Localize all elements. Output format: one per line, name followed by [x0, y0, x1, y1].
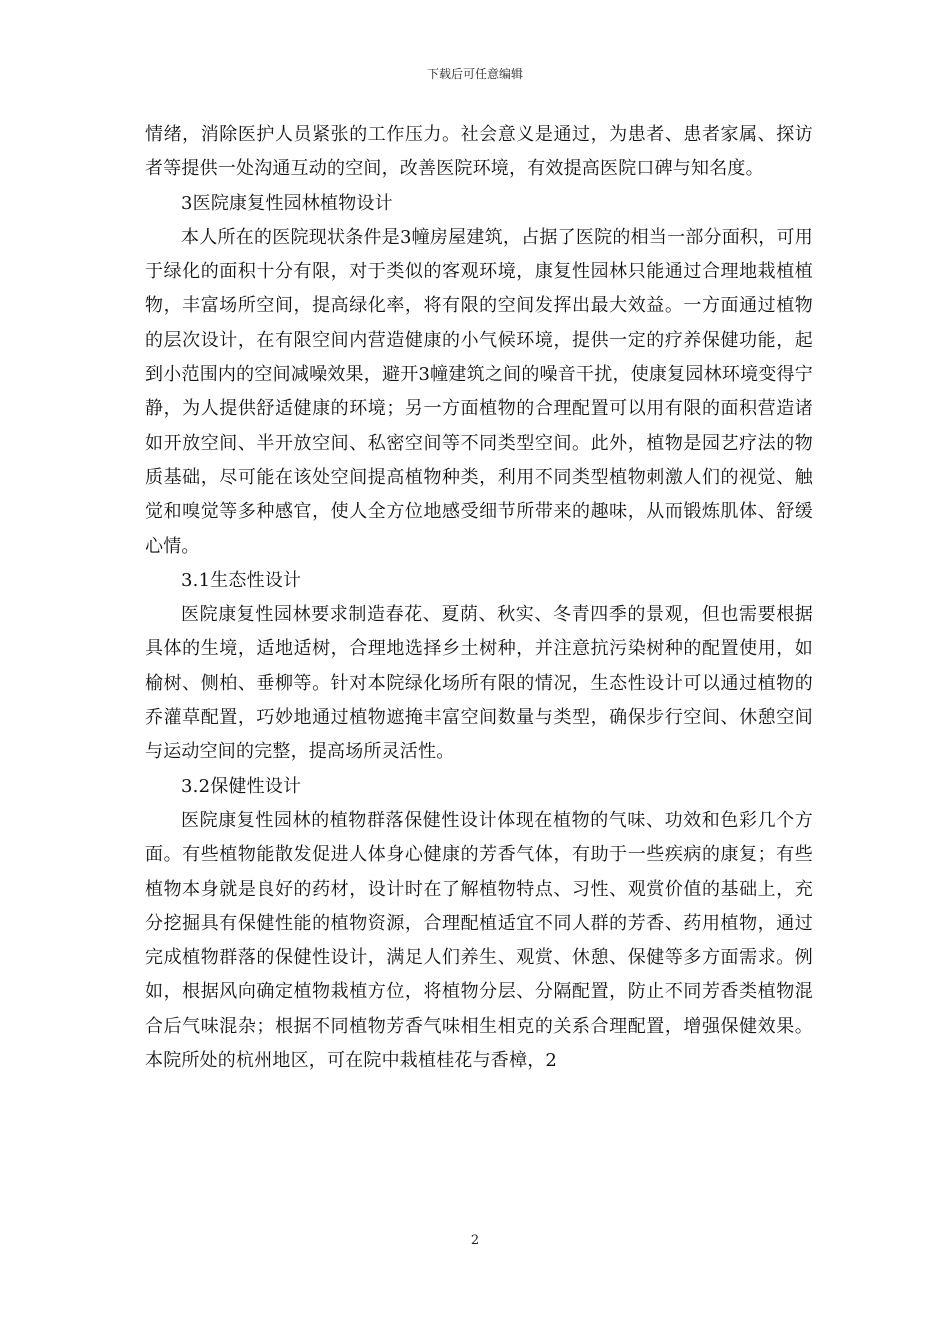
section-heading-3-2: 3.2保健性设计: [181, 775, 302, 797]
paragraph-section-3-1: 医院康复性园林要求制造春花、夏荫、秋实、冬青四季的景观，但也需要根据具体的生境，适地适树，合理地选择乡土树种，并注意抗污染树种的配置使用，如榆树、侧柏、垂柳等。针对本院绿化场所有限的情况，生态性设计可以通过植物的乔灌草配置，巧妙地通过植物遮掩丰富空间数量与类型，确保步行空间、休憩空间与运动空间的完整，提高场所灵活性。: [145, 604, 813, 763]
page-header: 下载后可任意编辑: [426, 67, 523, 81]
paragraph-section-3-2: 医院康复性园林的植物群落保健性设计体现在植物的气味、功效和色彩几个方面。有些植物能散发促进人体身心健康的芳香气体，有助于一些疾病的康复；有些植物本身就是良好的药材，设计时在了解植物特点、习性、观赏价值的基础上，充分挖掘具有保健性能的植物资源，合理配植适宜不同人群的芳香、药用植物，通过完成植物群落的保健性设计，满足人们养生、观赏、休憩、保健等多方面需求。例如，根据风向确定植物栽植方位，将植物分层、分隔配置，防止不同芳香类植物混合后气味混杂；根据不同植物芳香气味相生相克的关系合理配置，增强保健效果。本院所处的杭州地区，可在院中栽植桂花与香樟，2: [145, 809, 813, 1072]
section-heading-3: 3医院康复性园林植物设计: [181, 192, 393, 214]
paragraph-section-3: 本人所在的医院现状条件是3幢房屋建筑，占据了医院的相当一部分面积，可用于绿化的面积十分有限，对于类似的客观环境，康复性园林只能通过合理地栽植植物，丰富场所空间，提高绿化率，将有限的空间发挥出最大效益。一方面通过植物的层次设计，在有限空间内营造健康的小气候环境，提供一定的疗养保健功能，起到小范围内的空间减噪效果，避开3幢建筑之间的噪音干扰，使康复园林环境变得宁静，为人提供舒适健康的环境；另一方面植物的合理配置可以用有限的面积营造诸如开放空间、半开放空间、私密空间等不同类型空间。此外，植物是园艺疗法的物质基础，尽可能在该处空间提高植物种类，利用不同类型植物刺激人们的视觉、触觉和嗅觉等多种感官，使人全方位地感受细节所带来的趣味，从而锻炼肌体、舒缓心情。: [145, 226, 813, 557]
section-heading-3-1: 3.1生态性设计: [181, 569, 302, 591]
document-body: [145, 118, 813, 1078]
page-number: 2: [470, 1233, 480, 1248]
paragraph-intro-continued: 情绪，消除医护人员紧张的工作压力。社会意义是通过，为患者、患者家属、探访者等提供一处沟通互动的空间，改善医院环境，有效提高医院口碑与知名度。: [145, 124, 813, 180]
